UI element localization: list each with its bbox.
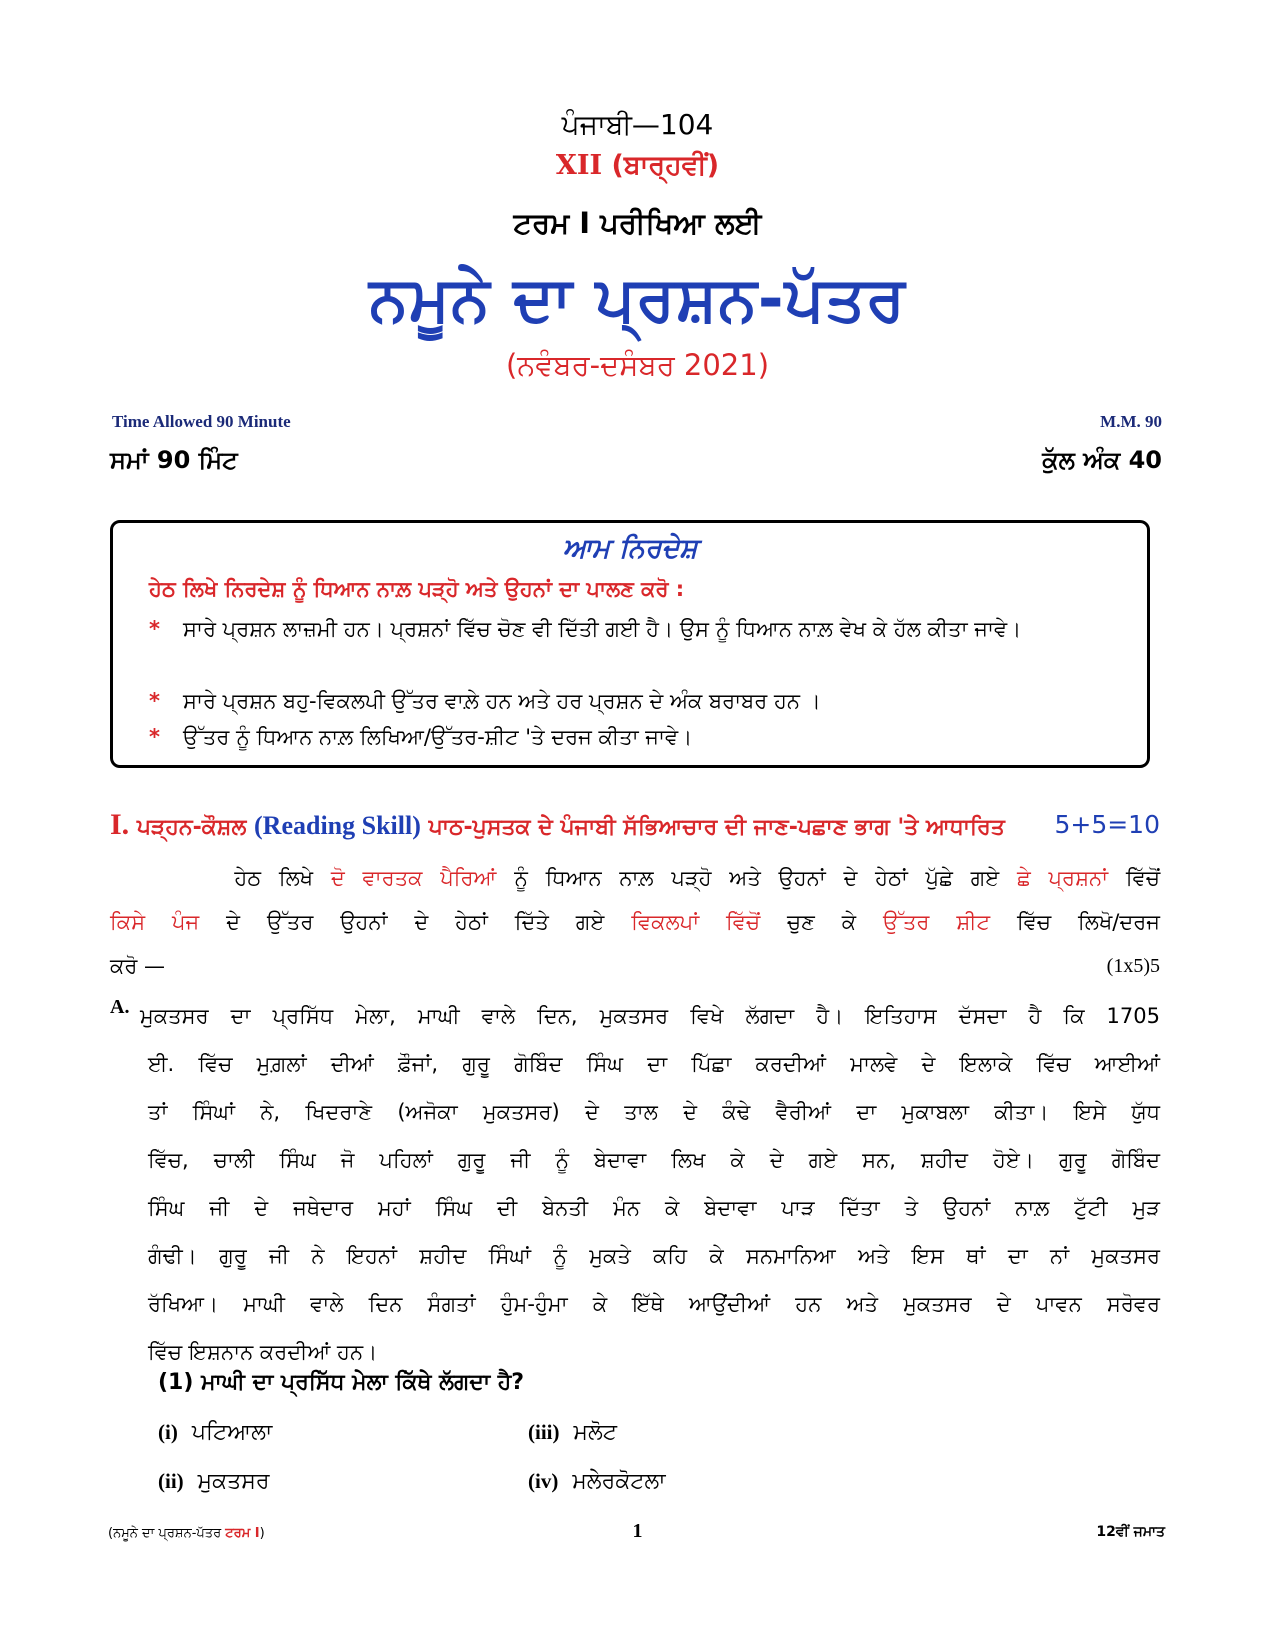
- section-directions: [110, 856, 1160, 988]
- answer-option[interactable]: [528, 1469, 666, 1494]
- subject-heading: ਪੰਜਾਬੀ—104: [561, 108, 714, 141]
- answer-option[interactable]: [158, 1469, 270, 1494]
- class-punjabi: (ਬਾਰ੍ਹਵੀਂ): [611, 150, 720, 181]
- directions-line: [110, 856, 1160, 900]
- class-roman: XII: [555, 150, 603, 181]
- footer-class-label: 12ਵੀਂ ਜਮਾਤ: [1096, 1524, 1165, 1540]
- directions-line: [110, 944, 1160, 988]
- instructions-intro: ਹੇਠ ਲਿਖੇ ਨਿਰਦੇਸ਼ ਨੂੰ ਧਿਆਨ ਨਾਲ਼ ਪੜ੍ਹੋ ਅਤੇ ਉਹਨਾਂ ਦਾ ਪਾਲਣ ਕਰੋ :: [149, 577, 685, 601]
- directions-text: ਵਿੱਚੋਂ: [1125, 866, 1160, 890]
- directions-line: [110, 900, 1160, 944]
- section-subtitle: ਪਾਠ-ਪੁਸਤਕ ਦੇ ਪੰਜਾਬੀ ਸੱਭਿਆਚਾਰ ਦੀ ਜਾਣ-ਪਛਾਣ ਭਾਗ 'ਤੇ ਆਧਾਰਿਤ: [428, 815, 1005, 840]
- passage-line: ਸਿੰਘ ਜੀ ਦੇ ਜਥੇਦਾਰ ਮਹਾਂ ਸਿੰਘ ਦੀ ਬੇਨਤੀ ਮੰਨ ਕੇ ਬੇਦਾਵਾ ਪਾੜ ਦਿੱਤਾ ਤੇ ਉਹਨਾਂ ਨਾਲ਼ ਟੁੱਟੀ ਮੁੜ: [148, 1196, 1160, 1220]
- footer-close: ): [259, 1526, 265, 1541]
- passage-line: ਗੰਢੀ। ਗੁਰੂ ਜੀ ਨੇ ਇਹਨਾਂ ਸ਼ਹੀਦ ਸਿੰਘਾਂ ਨੂੰ ਮੁਕਤੇ ਕਹਿ ਕੇ ਸਨਮਾਨਿਆ ਅਤੇ ਇਸ ਥਾਂ ਦਾ ਨਾਂ ਮੁਕਤਸਰ: [148, 1244, 1160, 1268]
- passage-label: A.: [110, 996, 130, 1018]
- time-allowed-punjabi: ਸਮਾਂ 90 ਮਿੰਟ: [110, 446, 238, 474]
- bullet-star-icon: *: [149, 689, 160, 713]
- section-title-punjabi: ਪੜ੍ਹਨ-ਕੌਸ਼ਲ: [136, 815, 247, 840]
- page-title: ਨਮੂਨੇ ਦਾ ਪ੍ਰਸ਼ਨ-ਪੱਤਰ: [369, 262, 906, 335]
- directions-text: ਨੂੰ ਧਿਆਨ ਨਾਲ਼ ਪੜ੍ਹੋ ਅਤੇ ਉਹਨਾਂ ਦੇ ਹੇਠਾਂ ਪੁੱਛੇ ਗਏ: [514, 866, 1000, 890]
- option-text: ਮਲੇਰਕੋਟਲਾ: [572, 1469, 666, 1494]
- passage-line: ਵਿੱਚ, ਚਾਲੀ ਸਿੰਘ ਜੋ ਪਹਿਲਾਂ ਗੁਰੂ ਜੀ ਨੂੰ ਬੇਦਾਵਾ ਲਿਖ ਕੇ ਦੇ ਗਏ ਸਨ, ਸ਼ਹੀਦ ਹੋਏ। ਗੁਰੂ ਗੋਬਿੰਦ: [148, 1148, 1160, 1172]
- directions-highlight: ਛੇ ਪ੍ਰਸ਼ਨਾਂ: [1016, 866, 1109, 890]
- instruction-item: [149, 719, 1129, 755]
- bullet-star-icon: *: [149, 617, 160, 641]
- passage-line: ਮੁਕਤਸਰ ਦਾ ਪ੍ਰਸਿੱਧ ਮੇਲਾ, ਮਾਘੀ ਵਾਲੇ ਦਿਨ, ਮੁਕਤਸਰ ਵਿਖੇ ਲੱਗਦਾ ਹੈ। ਇਤਿਹਾਸ ਦੱਸਦਾ ਹੈ ਕਿ 1705: [140, 1004, 1160, 1028]
- session-heading: (ਨਵੰਬਰ-ਦਸੰਬਰ 2021): [505, 348, 770, 382]
- directions-highlight: ਵਿਕਲਪਾਂ ਵਿੱਚੋਂ: [631, 910, 761, 934]
- bullet-star-icon: *: [149, 725, 160, 749]
- passage-line: ਵਿੱਚ ਇਸ਼ਨਾਨ ਕਰਦੀਆਂ ਹਨ।: [148, 1340, 378, 1364]
- instruction-item: [149, 611, 1129, 647]
- directions-text: ਵਿੱਚ ਲਿਖੋ/ਦਰਜ: [1017, 910, 1160, 934]
- instruction-text: ਸਾਰੇ ਪ੍ਰਸ਼ਨ ਲਾਜ਼ਮੀ ਹਨ। ਪ੍ਰਸ਼ਨਾਂ ਵਿੱਚ ਚੋਣ ਵੀ ਦਿੱਤੀ ਗਈ ਹੈ। ਉਸ ਨੂੰ ਧਿਆਨ ਨਾਲ਼ ਵੇਖ ਕੇ ਹੱਲ ਕੀਤਾ ਜਾਵੇ।: [183, 617, 1022, 641]
- instruction-text: ਉੱਤਰ ਨੂੰ ਧਿਆਨ ਨਾਲ਼ ਲਿਖਿਆ/ਉੱਤਰ-ਸ਼ੀਟ 'ਤੇ ਦਰਜ ਕੀਤਾ ਜਾਵੇ।: [183, 725, 693, 749]
- max-marks-english: M.M. 90: [1100, 412, 1162, 431]
- total-marks-punjabi: ਕੁੱਲ ਅੰਕ 40: [1042, 446, 1162, 474]
- option-label: (i): [158, 1420, 178, 1444]
- instructions-title: ਆਮ ਨਿਰਦੇਸ਼: [562, 533, 698, 564]
- instruction-item: [149, 683, 1129, 719]
- section-title-english: (Reading Skill): [254, 811, 421, 840]
- directions-text: ਕਰੋ —: [110, 954, 166, 978]
- time-allowed-english: Time Allowed 90 Minute: [112, 412, 291, 431]
- directions-highlight: ਕਿਸੇ ਪੰਜ: [110, 910, 200, 934]
- instruction-text: ਸਾਰੇ ਪ੍ਰਸ਼ਨ ਬਹੁ-ਵਿਕਲਪੀ ਉੱਤਰ ਵਾਲ਼ੇ ਹਨ ਅਤੇ ਹਰ ਪ੍ਰਸ਼ਨ ਦੇ ਅੰਕ ਬਰਾਬਰ ਹਨ ।: [183, 689, 821, 713]
- answer-option[interactable]: [158, 1420, 272, 1445]
- passage-line: ਈ. ਵਿੱਚ ਮੁਗ਼ਲਾਂ ਦੀਆਂ ਫ਼ੌਜਾਂ, ਗੁਰੂ ਗੋਬਿੰਦ ਸਿੰਘ ਦਾ ਪਿੱਛਾ ਕਰਦੀਆਂ ਮਾਲਵੇ ਦੇ ਇਲਾਕੇ ਵਿੱਚ ਆਈਆਂ: [148, 1052, 1160, 1076]
- page-number: 1: [632, 1520, 643, 1542]
- directions-text: ਚੁਣ ਕੇ: [787, 910, 857, 934]
- option-label: (iii): [528, 1420, 560, 1444]
- passage-line: ਰੱਖਿਆ। ਮਾਘੀ ਵਾਲੇ ਦਿਨ ਸੰਗਤਾਂ ਹੁੰਮ-ਹੁੰਮਾ ਕੇ ਇੱਥੇ ਆਉਂਦੀਆਂ ਹਨ ਅਤੇ ਮੁਕਤਸਰ ਦੇ ਪਾਵਨ ਸਰੋਵਰ: [148, 1292, 1160, 1316]
- directions-marks: (1x5)5: [1106, 955, 1160, 977]
- question-1: (1) ਮਾਘੀ ਦਾ ਪ੍ਰਸਿੱਧ ਮੇਲਾ ਕਿੱਥੇ ਲੱਗਦਾ ਹੈ?: [158, 1370, 525, 1395]
- section-number: I.: [110, 808, 130, 841]
- section-marks: 5+5=10: [1054, 810, 1160, 839]
- option-label: (iv): [528, 1469, 559, 1493]
- term-heading: ਟਰਮ I ਪਰੀਖਿਆ ਲਈ: [513, 206, 762, 240]
- general-instructions-box: [110, 520, 1150, 768]
- option-text: ਮੁਕਤਸਰ: [197, 1469, 270, 1494]
- footer-term: ਟਰਮ I: [225, 1526, 260, 1541]
- directions-highlight: ਉੱਤਰ ਸ਼ੀਟ: [883, 910, 991, 934]
- footer-text: (ਨਮੂਨੇ ਦਾ ਪ੍ਰਸ਼ਨ-ਪੱਤਰ: [108, 1526, 222, 1541]
- answer-option[interactable]: [528, 1420, 617, 1445]
- section-heading: [110, 808, 1160, 842]
- option-label: (ii): [158, 1469, 184, 1493]
- class-heading: [0, 150, 1275, 182]
- option-text: ਪਟਿਆਲਾ: [191, 1420, 273, 1445]
- directions-highlight: ਦੋ ਵਾਰਤਕ ਪੈਰਿਆਂ: [330, 866, 497, 890]
- directions-text: ਹੇਠ ਲਿਖੇ: [234, 866, 314, 890]
- option-text: ਮਲੋਟ: [573, 1420, 617, 1445]
- directions-text: ਦੇ ਉੱਤਰ ਉਹਨਾਂ ਦੇ ਹੇਠਾਂ ਦਿੱਤੇ ਗਏ: [226, 910, 605, 934]
- passage-line: ਤਾਂ ਸਿੰਘਾਂ ਨੇ, ਖਿਦਰਾਣੇ (ਅਜੋਕਾ ਮੁਕਤਸਰ) ਦੇ ਤਾਲ ਦੇ ਕੰਢੇ ਵੈਰੀਆਂ ਦਾ ਮੁਕਾਬਲਾ ਕੀਤਾ। ਇਸੇ ਯੁੱਧ: [148, 1100, 1160, 1124]
